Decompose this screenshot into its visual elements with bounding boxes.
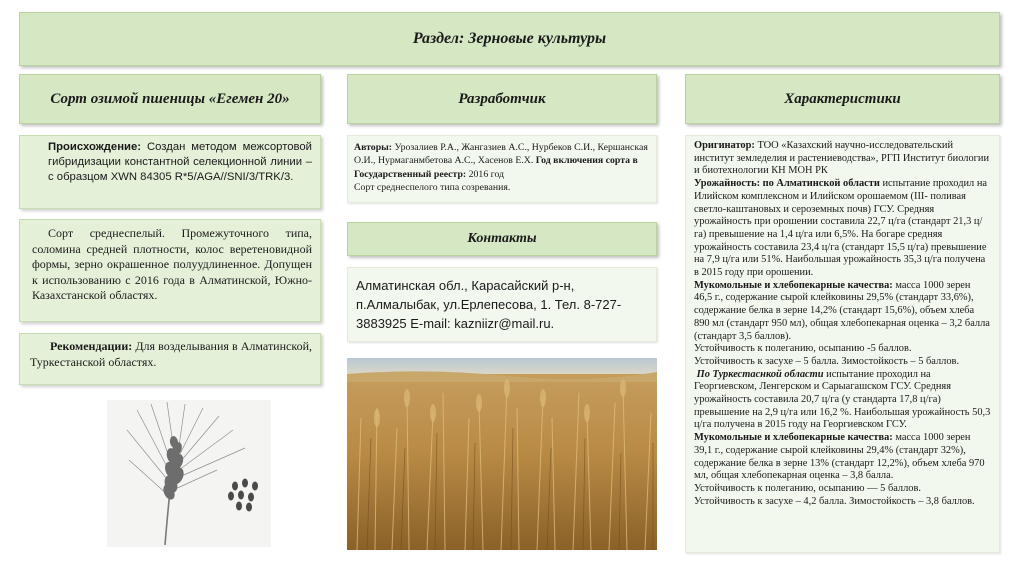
recommendations-label: Рекомендации:: [50, 339, 133, 353]
developer-panel: [347, 135, 657, 203]
resistance-lodging-turkestan: Устойчивость к полеганию, осыпанию — 5 баллов.: [694, 482, 921, 494]
origin-label: Происхождение:: [48, 141, 142, 153]
resistance-lodging-almaty: Устойчивость к полеганию, осыпанию -5 баллов.: [694, 343, 912, 355]
yield-label: Урожайность: по Алматинской области: [694, 178, 880, 190]
registry-year-label: Год включения сорта в Государственный реестр:: [354, 155, 638, 180]
developer-title: Разработчик: [458, 90, 546, 107]
description-panel: [19, 219, 321, 322]
characteristics-title: Характеристики: [784, 90, 901, 107]
recommendations-panel: [19, 333, 321, 385]
originator-label: Оригинатор:: [694, 140, 755, 151]
registry-year-text: 2016 год: [466, 168, 505, 180]
wheat-ear-icon: [107, 400, 271, 547]
resistance-drought-turkestan: Устойчивость к засухе – 4,2 балла. Зимостойкость – 3,8 баллов.: [694, 495, 975, 507]
recommendations-text: Для возделывания в Алматинской, Туркестанской областях.: [30, 339, 312, 369]
contacts-header: [347, 222, 657, 256]
wheat-ear-image: [107, 400, 271, 547]
resistance-drought-almaty: Устойчивость к засухе – 5 балла. Зимостойкость – 5 баллов.: [694, 355, 960, 367]
origin-text: Создан методом межсортовой гибридизации константной селекционной линии – с образцом XWN 84305 R*5/AGA//SNI/3/TRK/3.: [48, 141, 312, 183]
turkestan-label: По Туркестаснкой области: [696, 368, 824, 380]
section-title: Раздел: Зерновые культуры: [412, 30, 607, 47]
variety-header: [19, 74, 321, 124]
wheat-field-photo: [347, 358, 657, 550]
developer-header: [347, 74, 657, 124]
quality-text-turkestan: масса 1000 зерен 39,1 г., содержание сырой клейковины 29,4% (стандарт 32%), содержание белка в зерне 13% (стандарт 12,2%), объем хлеба 970 мл, общая хлебопекарная оценка – 3,8 балла.: [694, 432, 985, 482]
quality-text-almaty: масса 1000 зерен 46,5 г., содержание сырой клейковины 29,5% (стандарт 33,6%), содержание белка в зерне 14,2% (стандарт 15,6%), объем хлеба 890 мл (стандарт 950 мл), общая хлебопекарная оценка – 3,2 балла (стандарт 3,5 баллов).: [694, 279, 990, 342]
quality-label-almaty: Мукомольные и хлебопекарные качества:: [694, 279, 893, 291]
quality-label-turkestan: Мукомольные и хлебопекарные качества:: [694, 432, 893, 444]
variety-title: Сорт озимой пшеницы «Егемен 20»: [50, 90, 290, 107]
contacts-address[interactable]: Алматинская обл., Карасайский р-н, п.Алмалыбак, ул.Ерлепесова, 1. Тел. 8-727-3883925 E-mail: kazniizr@mail.ru.: [356, 278, 622, 331]
turkestan-text: испытание проходил на Георгиевском, Ленгерском и Сарыагашском ГСУ. Средняя урожайность составила 20,7 ц/га (у стандарта 17,8 ц/га) превышение на 2,9 ц/га или 16,2 %. Наибольшая урожайность 50,3 ц/га получена в 2015 году на Георгиевском ГСУ.: [694, 368, 991, 431]
description-text: Сорт среднеспелый. Промежуточного типа, соломина средней плотности, колос веретеновидной формы, зерно окрашенное полуудлиненное. Допущен к использованию с 2016 года в Алматинской, Южно-Казахстанской областях.: [32, 226, 312, 303]
characteristics-panel: [685, 135, 1000, 553]
authors-label: Авторы:: [354, 142, 393, 153]
authors-names: Урозалиев Р.А., Жангазиев А.С., Нурбеков С.И., Кершанская О.И., Нурмаганмбетова А.С., Хасенов Е.Х.: [354, 142, 648, 167]
section-header: [19, 12, 1000, 66]
characteristics-header: [685, 74, 1000, 124]
ripening-type-text: Сорт среднеспелого типа созревания.: [354, 182, 511, 194]
wheat-field-icon: [347, 358, 657, 550]
contacts-title: Контакты: [467, 231, 537, 246]
yield-text: испытание проходил на Илийском комплексном и Илийском орошаемом (III- поливая светло-каштановых и сероземных почв) ГСУ. Средняя урожайность при орошении составила 22,7 ц/га (стандарт 21,3 ц/га) превышение на 1,4 ц/га или 6,5%. На богаре средняя урожайность составила 23,4 ц/га (стандарт 15,5 ц/га) превышение на 7,9 ц/га или 51%. Наибольшая урожайность 35,3 ц/га получена в 2015 году при орошении.: [694, 178, 988, 279]
originator-text: ТОО «Казахский научно-исследовательский институт земледелия и растениеводства», РГП Институт биологии и биотехнологии КН МОН РК: [694, 140, 990, 177]
origin-panel: [19, 135, 321, 209]
contacts-panel: [347, 267, 657, 342]
